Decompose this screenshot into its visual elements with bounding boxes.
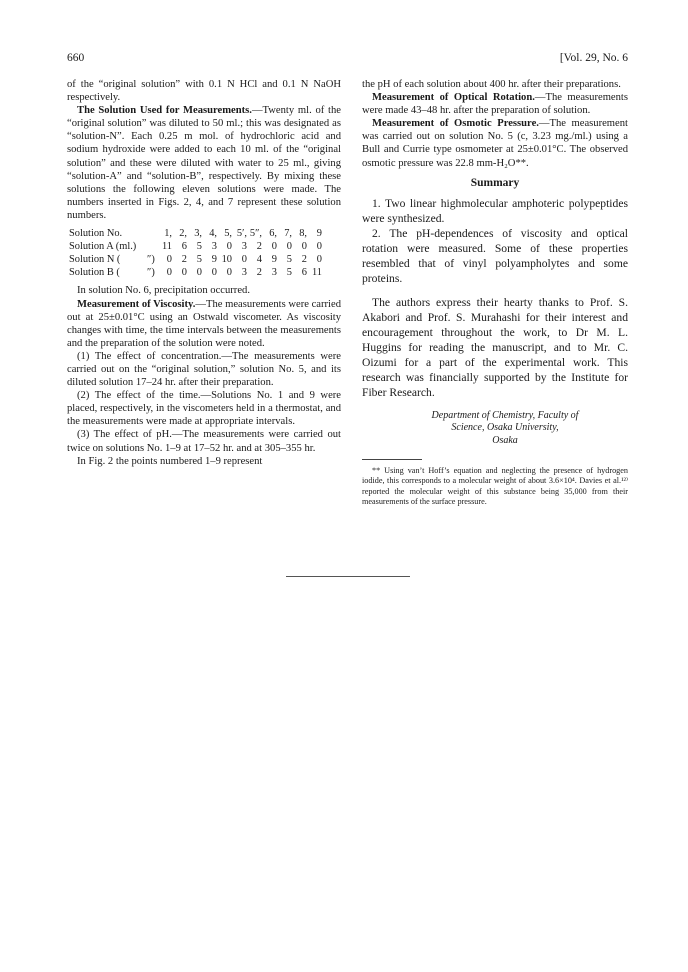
row-label: Solution N ( [69,254,121,266]
row-label: Solution A (ml.) [69,241,137,253]
table-cell: 5 [286,267,292,279]
table-cell: 5, [224,228,232,240]
table-cell: 0 [166,267,172,279]
solution-heading: The Solution Used for Measurements. [77,105,252,117]
table-cell: 5 [196,241,202,253]
table-cell: 9 [316,228,322,240]
table-cell: 4, [209,228,217,240]
table-cell: 1, [164,228,172,240]
table-cell: 0 [166,254,172,266]
solution-table-row [69,240,322,253]
summary-item-2: 2. The pH-dependences of viscosity and optical rotation were measured. Some of these properties resembled that of vinyl polyampholytes and some proteins. [362,226,628,285]
solution-table-row [69,253,322,266]
table-cell: 10 [221,254,232,266]
row-label: Solution B ( [69,267,120,279]
summary-heading: Summary [470,176,520,189]
table-cell: 3 [241,267,247,279]
table-cell: 3 [211,241,217,253]
osmotic-section [362,117,628,169]
table-cell: 0 [241,254,247,266]
table-cell: 0 [301,241,307,253]
page-number: 660 [67,52,85,64]
row-unit [147,240,157,253]
table-cell: 0 [316,254,322,266]
table-cell: 4 [256,254,262,266]
volume-info: [Vol. 29, No. 6 [559,52,628,64]
table-cell: 0 [226,267,232,279]
row-label: Solution No. [69,228,123,240]
table-cell: 5 [196,254,202,266]
table-cell: 0 [226,241,232,253]
fig-paragraph: In Fig. 2 the points numbered 1–9 represent [77,455,263,467]
viscosity-text: —The measurements were carried out at 25±0.01°C using an Ostwald viscometer. As viscosity changes with time, the time intervals between the measurements and the preparation of the solution were noted. [67,298,341,349]
table-cell: 0 [181,267,187,279]
optical-section [362,91,628,117]
summary-item-1: 1. Two linear highmolecular amphoteric polypeptides were synthesized. [362,196,628,225]
summary-list [362,196,628,400]
table-cell: 0 [211,267,217,279]
solution-text: —Twenty ml. of the “original solution” was diluted to 50 ml.; this was designated as “solution-N”. Each 0.25 m mol. of hydrochloric acid and sodium hydroxide were added to each 10 ml. of the “original solution” and these were diluted with water to 25 ml., giving “solution-A” and “solution-B”, respectively. By mixing these solutions the following eleven solutions were made. The numbers inserted in Figs. 2, 4, and 7 represent these solution numbers. [67,105,341,221]
table-cell: 8, [299,228,307,240]
row-unit [147,227,157,240]
solution-table-row [69,266,322,279]
osmotic-text: —The measurement was carried out on solution No. 5 (c, 3.23 mg./ml.) using a Bull and Currie type osmometer at 25±0.01°C. The observed osmotic pressure was 22.8 mm-H₂O**. [362,118,628,169]
left-column [67,78,341,468]
table-cell: 9 [271,254,277,266]
row-unit: ″) [147,254,155,266]
viscosity-section [67,298,341,350]
table-cell: 11 [161,241,172,253]
table-cell: 0 [196,267,202,279]
item-ph: (3) The effect of pH.—The measurements were carried out twice on solutions No. 1–9 at 17–52 hr. and at 305–355 hr. [67,429,341,454]
table-cell: 2 [256,241,262,253]
optical-text: —The measurements were made 43–48 hr. after the preparation of solution. [362,92,628,117]
viscosity-heading: Measurement of Viscosity. [77,298,196,310]
table-cell: 2 [181,254,187,266]
table-cell: 0 [316,241,322,253]
acknowledgment: The authors express their hearty thanks to Prof. S. Akabori and Prof. S. Murahashi for their interest and encouragement throughout the work, to Dr M. L. Huggins for reading the manuscript, and to Mr. C. Oizumi for a part of the experimental work. This research was financially supported by the Institute for Fiber Research. [362,295,628,399]
solution-table-row [69,227,322,240]
table-cell: 9 [211,254,217,266]
affiliation-line-2: Science, Osaka University, [451,422,559,434]
affiliation [382,410,628,448]
table-cell: 3, [194,228,202,240]
table-cell: 7, [284,228,292,240]
table-cell: 6 [301,267,307,279]
osmotic-heading: Measurement of Osmotic Pressure. [372,118,539,130]
end-rule [286,576,410,577]
paragraph-continuation-right: the pH of each solution about 400 hr. after their preparations. [362,79,621,90]
footnote-divider [362,459,422,460]
item-concentration: (1) The effect of concentration.—The measurements were carried out on the “original solution,” solution No. 5, and its diluted solution 17–24 hr. after their preparation. [67,350,341,389]
table-cell: 3 [271,267,277,279]
table-cell: 5 [286,254,292,266]
table-cell: 0 [271,241,277,253]
precipitation-note: In solution No. 6, precipitation occurred. [77,285,250,297]
table-cell: 5′, [236,228,247,240]
table-cell: 11 [311,267,322,279]
table-cell: 6 [181,241,187,253]
table-cell: 5″, [249,228,262,240]
table-cell: 6, [269,228,277,240]
paragraph-continuation: of the “original solution” with 0.1 N HCl and 0.1 N NaOH respectively. [67,79,341,104]
table-cell: 2 [256,267,262,279]
solution-table [69,227,322,279]
item-time: (2) The effect of the time.—Solutions No. 1 and 9 were placed, respectively, in the viscometers held in a thermostat, and the measurements were made at appropriate intervals. [67,390,341,428]
table-cell: 0 [286,241,292,253]
right-column [362,78,628,507]
row-unit: ″) [147,267,155,279]
table-cell: 3 [241,241,247,253]
footnote: ** Using van’t Hoff’s equation and neglecting the presence of hydrogen iodide, this corresponds to a molecular weight of about 3.6×10⁴. Davies et al.¹²⁾ reported the molecular weight of this substance being 35,000 from their measurements of the surface pressure. [362,466,628,506]
optical-heading: Measurement of Optical Rotation. [372,92,535,104]
affiliation-line-1: Department of Chemistry, Faculty of [431,409,579,421]
affiliation-line-3: Osaka [492,434,518,446]
table-cell: 2 [301,254,307,266]
solution-section [67,104,341,222]
table-cell: 2, [179,228,187,240]
